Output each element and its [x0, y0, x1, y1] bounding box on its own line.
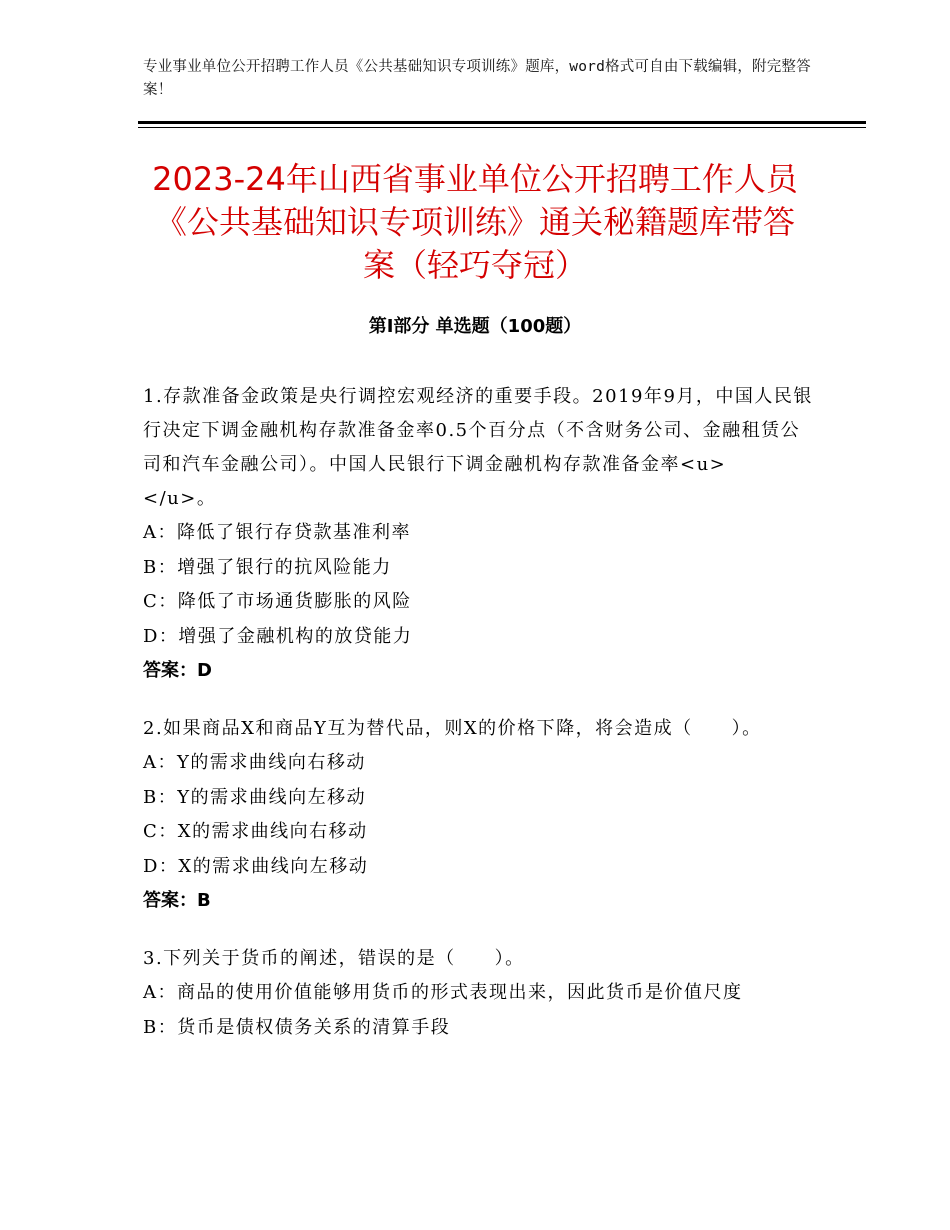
header-note: 专业事业单位公开招聘工作人员《公共基础知识专项训练》题库，word格式可自由下载编辑，附完整答案！: [143, 59, 811, 98]
answer-label: 答案：B: [143, 890, 211, 911]
answer-label: 答案：D: [143, 660, 212, 681]
option-d: D：增强了金融机构的放贷能力: [143, 625, 413, 647]
header-rule-thin: [138, 127, 866, 128]
option-a: A：Y的需求曲线向右移动: [143, 752, 366, 773]
question-1: [143, 380, 824, 688]
question-list: [143, 380, 824, 1069]
section-heading: 第Ⅰ部分 单选题（100题）: [368, 316, 582, 337]
question-2: [143, 712, 813, 918]
option-d: D：X的需求曲线向左移动: [143, 855, 369, 877]
option-c: C：X的需求曲线向右移动: [143, 821, 368, 842]
option-c: C：降低了市场通货膨胀的风险: [143, 591, 412, 612]
question-stem: 3.下列关于货币的阐述，错误的是（ ）。: [143, 948, 525, 969]
header-rule-thick: [138, 121, 866, 124]
question-3: [143, 942, 813, 1045]
option-a: A：降低了银行存贷款基准利率: [143, 522, 411, 543]
option-b: B：增强了银行的抗风险能力: [143, 556, 392, 578]
question-stem: 1.存款准备金政策是央行调控宏观经济的重要手段。2019年9月，中国人民银行决定下调金融机构存款准备金率0.5个百分点（不含财务公司、金融租赁公司和汽车金融公司）。中国人民银行下调金融机构存款准备金率<u> </u>。: [143, 386, 824, 509]
option-b: B：Y的需求曲线向左移动: [143, 786, 367, 808]
question-stem: 2.如果商品X和商品Y互为替代品，则X的价格下降，将会造成（ ）。: [143, 718, 762, 739]
document-title: 2023-24年山西省事业单位公开招聘工作人员《公共基础知识专项训练》通关秘籍题库带答案（轻巧夺冠）: [152, 160, 798, 284]
option-a: A：商品的使用价值能够用货币的形式表现出来，因此货币是价值尺度: [143, 982, 743, 1003]
option-b: B：货币是债权债务关系的清算手段: [143, 1016, 451, 1038]
